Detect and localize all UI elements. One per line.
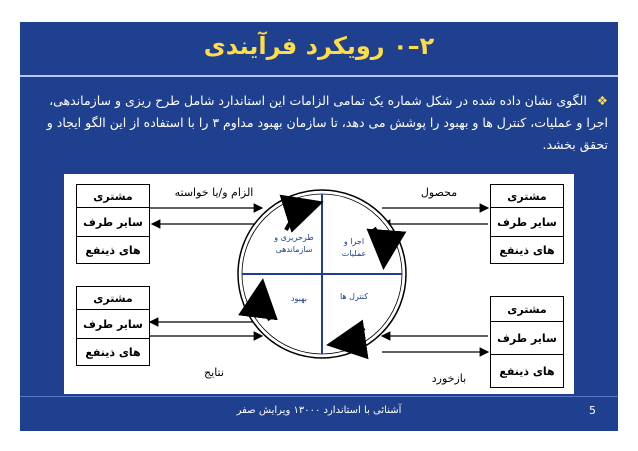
cycle-diagram-svg [64,174,574,394]
footer-divider [20,396,618,397]
box-cell: های ذینفع [499,244,555,257]
box-cell: های ذینفع [499,364,555,378]
body-paragraph: الگوی نشان داده شده در شکل شماره یک تمامی الزامات این استاندارد شامل طرح ریزی و سازماندهی، اجرا و عملیات، کنترل ها و بهبود را پوشش می دهد، تا سازمان بهبود مداوم ۳ را با استفاده از این الگو ایجاد و تحقق بخشد. [46,93,608,152]
footer-text: آشنائی با استاندارد ۱۳۰۰۰ ویرایش صفر [236,405,402,416]
quadrant-check-label: کنترل ها [339,292,369,301]
box-cell: مشتری [491,185,563,208]
box-cell: سایر طرف [491,208,563,237]
box-cell: سایر طرف [77,208,149,237]
quadrant-do-label: اجرا و عملیات [341,237,367,258]
page-number: 5 [589,404,596,417]
slide-footer [20,402,618,422]
title-divider [20,75,618,77]
box-cell: مشتری [491,297,563,322]
box-cell: مشتری [77,185,149,208]
slide-title: ۲–۰ رویکرد فرآیندی [203,32,435,60]
diamond-bullet-icon: ❖ [596,93,608,108]
process-diagram [64,174,574,394]
product-label: محصول [420,186,458,199]
box-cell: سایر طرف [491,322,563,355]
slide [20,22,618,431]
quadrant-plan-label: طرحریزی و سازماندهی [274,233,314,254]
results-label: نتایج [204,366,224,379]
feedback-label: بازخورد [431,372,467,385]
quadrant-improve-label: بهبود [290,294,308,303]
box-cell: های ذینفع [85,244,141,257]
box-cell: های ذینفع [85,346,141,359]
box-cell: مشتری [77,287,149,310]
requirements-label: الزام و/یا خواسته [174,186,254,199]
box-cell: سایر طرف [77,310,149,339]
slide-body [42,90,608,156]
